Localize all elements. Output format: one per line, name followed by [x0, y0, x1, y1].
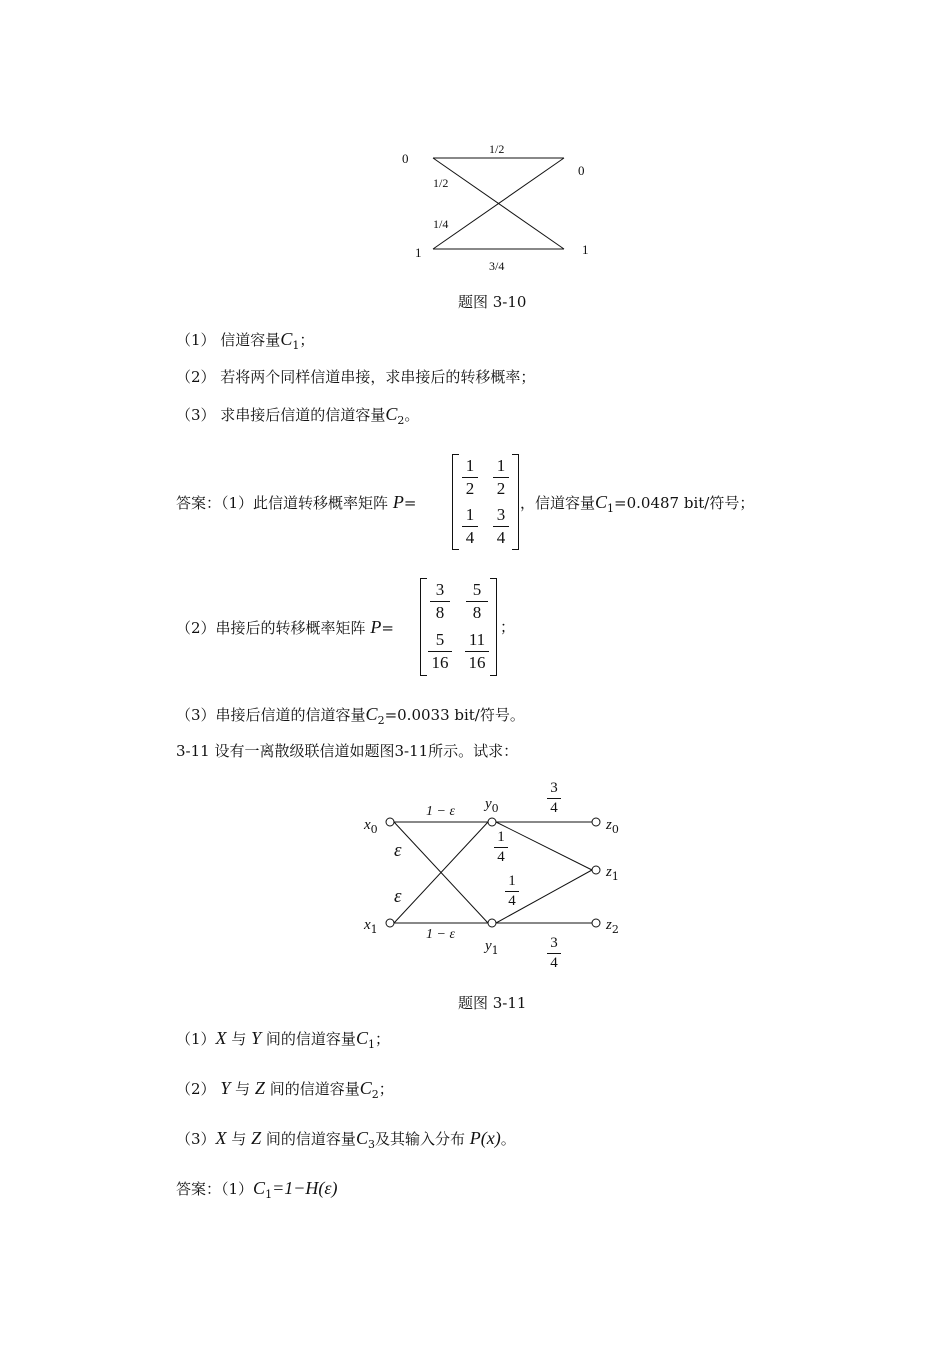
matrix2-right-bracket — [490, 578, 497, 676]
fig311-label-bottom: 1 − ε — [426, 927, 455, 942]
fig310-input-0: 0 — [402, 151, 409, 166]
matrix1-r1c1: 1 2 — [462, 456, 478, 499]
q311-item-2: （2） Y 与 Z 间的信道容量$C_2$； — [176, 1078, 394, 1101]
fig311-node-z2: $z_2$ — [606, 917, 619, 936]
fig310-caption: 题图 3-10 — [458, 293, 527, 311]
ans310-line-1: 答案：（1）此信道转移概率矩阵 P= — [176, 492, 417, 512]
fig310-output-0: 0 — [578, 163, 585, 178]
fig311-label-eps-lower: ε — [394, 886, 402, 907]
fig310-output-1: 1 — [582, 242, 589, 257]
matrix1-r1c2: 1 2 — [493, 456, 509, 499]
fig311-label-top: 1 − ε — [426, 804, 455, 819]
fig311-node-y0: $y_0$ — [485, 796, 499, 815]
matrix1-r2c1: 1 4 — [462, 505, 478, 548]
fig310-label-top: 1/2 — [489, 142, 505, 156]
fig311-frac-mid-lower: 1 4 — [505, 873, 519, 910]
matrix2-r2c2: 11 16 — [465, 630, 489, 673]
matrix1-r2c2: 3 4 — [493, 505, 509, 548]
fig311-node-x1: $x_1$ — [364, 917, 378, 936]
fig311-label-eps-upper: ε — [394, 840, 402, 861]
fig311-frac-mid-upper: 1 4 — [494, 829, 508, 866]
fig311-node-x0: $x_0$ — [364, 817, 378, 836]
ans310-line-1-tail: ，信道容量$C_1=0.0487$ bit/符号； — [520, 492, 755, 515]
ans310-line-2: （2）串接后的转移概率矩阵 P= — [176, 617, 394, 637]
q311-answer-1: 答案：$(1)C_1=1-H(\varepsilon)$ — [176, 1178, 338, 1201]
matrix2-left-bracket — [420, 578, 427, 676]
fig311-node-z1: $z_1$ — [606, 864, 619, 883]
fig310-label-cross-up: 1/4 — [433, 217, 449, 231]
matrix2-r1c1: 3 8 — [430, 580, 450, 623]
q310-item-1: （1） 信道容量$C_1$； — [176, 329, 315, 352]
q311-item-1: （1）X 与 Y 间的信道容量$C_1$； — [176, 1028, 390, 1051]
fig311-node-y1: $y_1$ — [485, 938, 499, 957]
matrix1-left-bracket — [452, 454, 459, 550]
q311-intro: 3-11 设有一离散级联信道如题图3-11所示。试求： — [176, 742, 519, 760]
q311-item-3: （3）X 与 Z 间的信道容量$C_3$及其输入分布 P(x)。 — [176, 1128, 516, 1151]
fig311-node-z0: $z_0$ — [606, 817, 619, 836]
fig311-frac-top: 3 4 — [547, 780, 561, 817]
q310-item-2: （2） 若将两个同样信道串接，求串接后的转移概率； — [176, 368, 536, 386]
fig311-caption: 题图 3-11 — [458, 994, 527, 1012]
fig311-frac-bottom: 3 4 — [547, 935, 561, 972]
fig310-label-cross-down: 1/2 — [433, 176, 449, 190]
matrix2-r2c1: 5 16 — [428, 630, 452, 673]
fig310-input-1: 1 — [415, 245, 422, 260]
q310-item-3: （3） 求串接后信道的信道容量$C_2$。 — [176, 404, 420, 427]
fig310-label-bottom: 3/4 — [489, 259, 505, 273]
matrix2-r1c2: 5 8 — [466, 580, 488, 623]
ans310-line-3: （3）串接后信道的信道容量$C_2=0.0033$ bit/符号。 — [176, 704, 525, 727]
matrix1-right-bracket — [512, 454, 519, 550]
ans310-line-2-tail: ； — [500, 618, 516, 636]
